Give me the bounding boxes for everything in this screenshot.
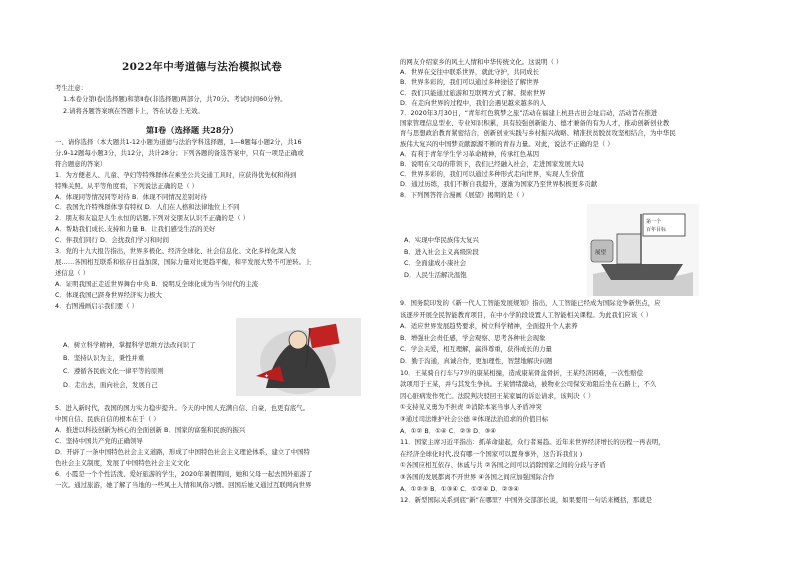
text-line: C．我国允许特殊群体享有特权 D．人们在人格和法律地位上不同 — [55, 203, 240, 212]
text-line: 中国自信、民族自信的根本在于（ ） — [55, 415, 160, 423]
ship-drawing — [587, 204, 699, 296]
text-line: 3．党的十九大报告指出，世界多极化、经济全球化、社会信息化、文化多样化深入发 — [55, 247, 297, 255]
text-line: A．适应世界发展趋势要求，树立科学精神，全面提升个人素养 — [400, 322, 578, 331]
section-heading: 第Ⅰ卷（选择题 共28分） — [146, 125, 239, 135]
text-line: 12．新型国际关系到底“新”在哪里？中国外交部部长说，如果要用一句话来概括，那就是 — [400, 496, 653, 505]
text-line: 一、请你选择（本大题共1-12小题为道德与法治学科选择题，1—8题每小题2分，共16 — [55, 138, 302, 146]
text-line: A．证明我国正走近世界舞台中央 B．说明反全球化成为当今时代的主流 — [55, 279, 259, 288]
text-line: 2．朋友和友谊是人生永恒的话题,下列对交朋友认识不正确的是（ ） — [55, 214, 250, 223]
text-line: A．帮助我们成长,支持和力量 B．让我们感受生活的美好 — [55, 225, 216, 234]
text-line: 一次。通过旅游，她了解了当地的一些风土人情和风俗习惯。回国后她又通过互联网向世界 — [55, 481, 312, 489]
text-line: ③各国的发展都离不开世界 ④各国之间应加强国际合作 — [400, 473, 555, 481]
text-line: 款项用于王某，并与其发生争执。王某情绪激动，被物业公司保安劝阻后坐在石路上，不久 — [400, 380, 657, 389]
text-line: 展……各国相互联系和依存日益加深，国际力量对比更趋平衡，和平发展大势不可逆转。上 — [55, 257, 312, 266]
text-line: B．增强社会责任感，学会观察、思考各种社会现象 — [400, 333, 546, 342]
cartoon-flag-mark: ✦ — [264, 373, 270, 380]
text-line: 8．下列图答符合漫画《展望》揭期的是（ ） — [400, 190, 528, 199]
text-line: C．全面建成小康社会 — [404, 259, 467, 267]
text-line: 色社会主义制度，发展了中国特色社会主义文化 — [55, 459, 190, 467]
cartoon-illustration — [236, 318, 361, 396]
text-line: A．体现同等情况同等对待 B．体现不同情况差别对待 — [55, 192, 207, 201]
text-line: 6．小霞是一个个性活泼、爱好旅游的学生，2020年暑假期间，她和父母一起去国外旅游了 — [55, 470, 313, 478]
text-line: A．实现中华民族伟大复兴 — [404, 236, 479, 244]
text-line: A．①② B．①④ C．②③ D．③④ — [400, 426, 497, 435]
text-line: 9．国务院印发的《新一代人工智能发展规划》指出，人工智能已经成为国际竞争新焦点，应 — [400, 299, 661, 307]
exam-title: 2022年中考道德与法治模拟试卷 — [122, 61, 283, 73]
text-line: ③通过司法维护社会公德 ④体现法治追求的价值目标 — [400, 415, 549, 423]
text-line: A．推进以科技创新为核心的全面创新 B．国家的富强和民族的振兴 — [55, 426, 246, 434]
text-line: 国家管理信息型业、专业知识积累，具有较强创新能力、德才兼备的有为人才，推动创新创业教 — [400, 119, 670, 128]
text-line: C．我们只能通过旅游和互联网方式了解、探索世界 — [400, 88, 546, 97]
text-line: B．进入社会主义高级阶段 — [404, 247, 479, 256]
ship-cartoon — [587, 204, 699, 296]
text-line: 的网友介绍家乡的风土人情和中华传统文化。这说明（ ） — [400, 58, 563, 66]
text-line: D．在走向世界的过程中，我们会遇见越来越多的人 — [400, 98, 546, 107]
cartoon-sail-text-2: 百年目标 — [646, 227, 667, 233]
text-line: 特殊关照。从平等角度看，下列说法正确的是（ ） — [55, 181, 199, 190]
text-line: C．世界多彩的，我们可以通过多种形式走向世界，实现人生价值 — [400, 170, 584, 179]
text-line: D．走出去，面向社会，发展自己 — [63, 380, 158, 389]
text-line: 7．2020年3月30日，“青年红色筑梦之旅”活动在福建上杭县古田会址启动，活动旨在推进 — [400, 109, 658, 117]
text-line: D．开辟了一条中国特色社会主义道路，形成了中国特色社会主义理论体系，建立了中国特 — [55, 448, 310, 456]
text-line: ①支持见义勇为不担责 ②消除本案当事人矛盾冲突 — [400, 403, 542, 412]
text-line: D．人民生活解决温饱 — [404, 270, 467, 279]
right-column — [397, 0, 794, 561]
cartoon-drawing — [236, 318, 361, 396]
text-line: C．学会关爱，相互理解，赢得尊重，获得成长的力量 — [400, 345, 552, 354]
text-line: 在经济全球化时代,没有哪一个国家可以置身事外，这告诉我们( ) — [400, 449, 583, 458]
text-line: ①各国应相互依存、休戚与共 ②各国之间可以消除国家之间的分歧与矛盾 — [400, 461, 606, 470]
text-line: C．伴我们同行 D．会扰我们学习和时间 — [55, 236, 170, 245]
text-line: C．体现我国已跻身世界经济实力极大 — [55, 290, 163, 299]
text-line: 1．为方便老人、儿童、孕妇等特殊群体在乘坐公共交通工具时，应获得优先权和得到 — [55, 170, 297, 179]
notice-item-2: 2.请将各题答案填在答题卡上，答在试卷上无效。 — [63, 107, 204, 115]
text-line: A．①②③ B．①③④ C．①②④ D．②③④ — [400, 484, 520, 493]
text-line: B．坚持认识为主，秉性并重 — [63, 354, 145, 363]
cartoon-label-zhanwang: 展望 — [595, 250, 607, 256]
text-line: C．遵循各民族文化一律平等的原则 — [63, 367, 164, 376]
text-line: D．勤于沟通，真诚合作，更加理性，智慧地解决问题 — [400, 357, 553, 365]
notice-item-1: 1.本卷分第Ⅰ卷(选择题)和第Ⅱ卷(非选择题)两部分，共70分。考试时间60分钟。 — [63, 95, 287, 103]
text-line: 10．王某骑自行车与7岁的康某相撞，造成康某骨盆骨折，王某经济困难，一次性赔偿 — [400, 368, 644, 377]
text-line: 族伟大复兴的中国梦贡献源源不断的青春力量。对此，说法不正确的是（ ） — [400, 139, 614, 148]
text-line: 符合题意的答案） — [55, 159, 107, 168]
text-line: 育与思想政治教育紧密结合，创新创业实践与乡村振兴战略、精准扶贫脱贫攻坚相结合，为中华民 — [400, 129, 676, 138]
cartoon-sail-text-1: 第一个 — [646, 219, 662, 225]
text-line: A．世界在交往中联系世界，就此守护，共同成长 — [400, 68, 540, 77]
text-line: 因心脏病发作死亡。法院判决驳回王某家属的诉讼请求，该判决（ ） — [400, 391, 595, 400]
text-line: B．世界多彩的，我们可以通过多种途径了解世界 — [400, 78, 540, 87]
text-line: 4．右图漫画启示我们要（ ） — [55, 301, 139, 310]
text-line: 该逐步开展全民智能教育项目，在中小学阶段设置人工智能相关课程。为此我们应该（ ） — [400, 310, 653, 319]
text-line: 述信息（ ） — [55, 268, 90, 277]
text-line: A．树立科学精神，掌握科学思维方法改问识了 — [63, 341, 196, 349]
text-line: C．坚持中国共产党的正确领导 — [55, 437, 143, 445]
text-line: 分,9-12题每小题3分，共12分，共计28分；下列各题的备选答案中，只有一项是正确或 — [55, 148, 304, 157]
notice-title: 考生注意： — [55, 84, 88, 92]
text-line: 11．国家主席习近平指出：抓革命建起，众行者易趋。近年来世界经济增长的历程一再表明， — [400, 438, 665, 447]
text-line: 5．进入新时代，我国的国力实力稳步提升。今天的中国人充满自信、自豪，也更有底气。 — [55, 404, 310, 412]
text-line: A．有利于青年学生学习革命精神，传承红色基因 — [400, 149, 540, 158]
text-line: B．说明在父母的带领下，我们已经融入社会，走进国家发展大局 — [400, 160, 584, 168]
text-line: D．通过历练，我们不断自我提升，逐渐为国家乃至世界积极更多贡献 — [400, 180, 598, 189]
